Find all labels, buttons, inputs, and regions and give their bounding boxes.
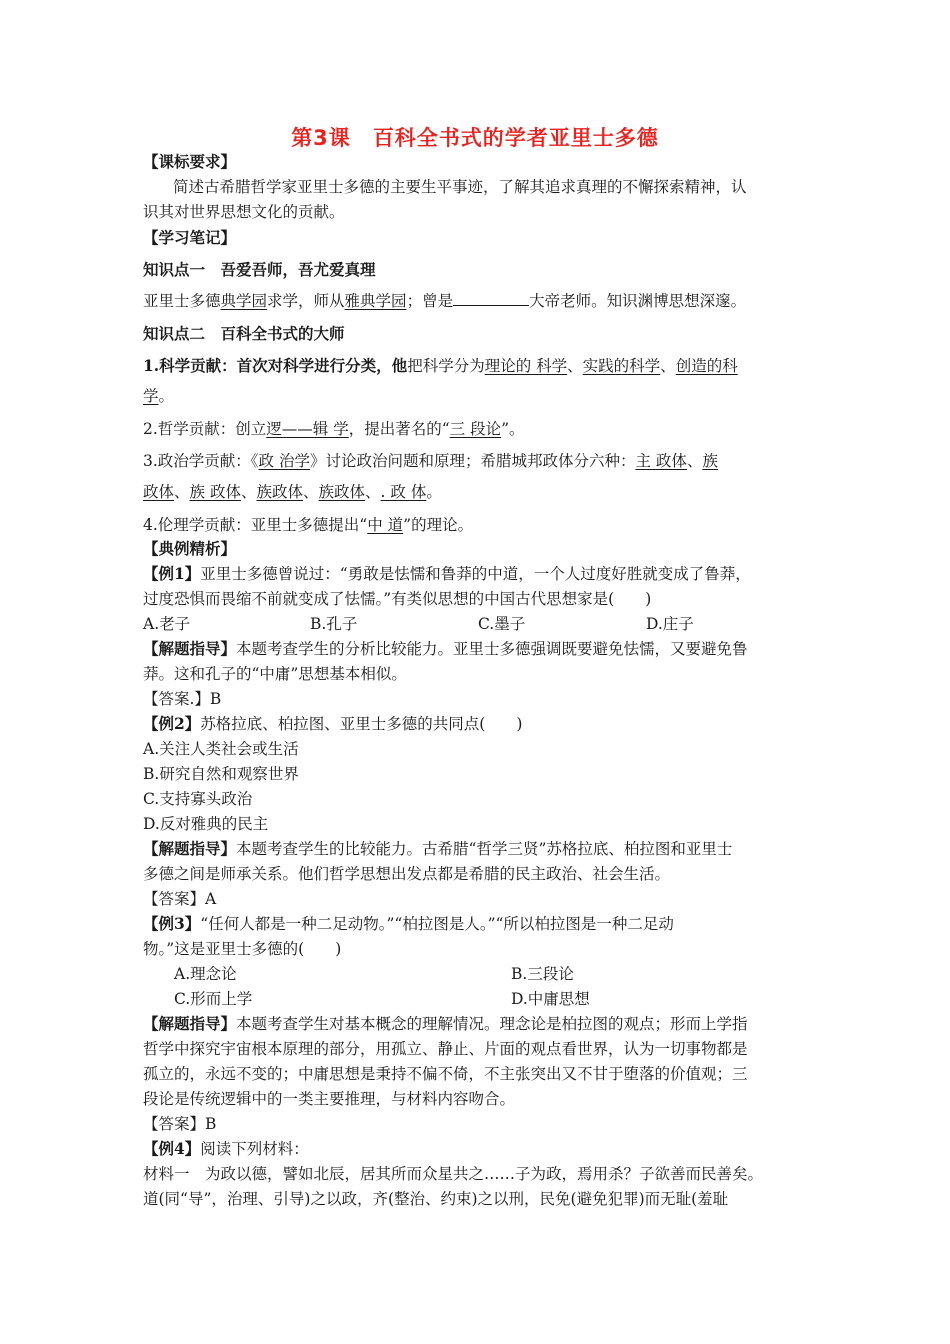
ex3-guide-2: 哲学中探究宇宙根本原理的部分，用孤立、静止、片面的观点看世界，认为一切事物都是 [143, 1040, 748, 1058]
page-title [0, 122, 950, 152]
ex1-option-c[interactable]: C.墨子 [478, 615, 526, 633]
kp1-blank-1: 典学园 [220, 292, 268, 310]
ex1-question-1: 【例1】亚里士多德曾说过：“勇敢是怯懦和鲁莽的中道，一个人过度好胜就变成了鲁莽， [143, 564, 751, 583]
kp2-item-1: 1.科学贡献：首次对科学进行分类，他把科学分为理论的 科学、实践的科学、创造的科 [143, 356, 738, 375]
ex1-option-d[interactable]: D.庄子 [646, 615, 694, 633]
ex3-guide-4: 段论是传统逻辑中的一类主要推理，与材料内容吻合。 [143, 1090, 516, 1108]
lesson-number: 第3课 [291, 126, 351, 150]
kebiao-text-2: 识其对世界思想文化的贡献。 [143, 203, 345, 221]
ex2-option-c[interactable]: C.支持寡头政治 [143, 790, 253, 808]
notes-header: 【学习笔记】 [143, 228, 237, 247]
ex1-answer: 【答案.】B [143, 690, 222, 708]
kp1-blank-2: 雅典学园 [344, 292, 407, 310]
ex3-answer: 【答案】B [143, 1115, 217, 1133]
kp2-item-1-cont: 学。 [143, 387, 175, 405]
ex2-question: 【例2】苏格拉底、柏拉图、亚里士多德的共同点( ) [143, 714, 523, 733]
kp2-item-3-cont: 政体、族 政体、族政体、族政体、. 政 体。 [143, 483, 442, 501]
kp2-item-2: 2.哲学贡献：创立逻——辑 学，提出著名的“三 段论”。 [143, 420, 525, 438]
ex3-option-a[interactable]: A.理念论 [174, 965, 237, 983]
ex1-guide-1: 【解题指导】本题考查学生的分析比较能力。亚里士多德强调既要避免怯懦，又要避免鲁 [143, 639, 748, 658]
ex3-question-2: 物。”这是亚里士多德的( ) [143, 940, 342, 958]
kp1-text: 亚里士多德典学园求学，师从雅典学园；曾是 大帝老师。知识渊博思想深邃。 [143, 292, 747, 310]
ex3-option-c[interactable]: C.形而上学 [174, 990, 253, 1008]
ex3-option-b[interactable]: B.三段论 [511, 965, 574, 983]
ex3-guide-1: 【解题指导】本题考查学生对基本概念的理解情况。理念论是柏拉图的观点；形而上学指 [143, 1014, 748, 1033]
kp2-title: 知识点二 百科全书式的大师 [143, 324, 345, 343]
ex2-option-d[interactable]: D.反对雅典的民主 [143, 815, 269, 833]
kp2-item-3: 3.政治学贡献：《政 治学》讨论政治问题和原理；希腊城邦政体分六种：主 政体、族 [143, 452, 718, 470]
ex4-material-1: 材料一 为政以德，譬如北辰，居其所而众星共之……子为政，焉用杀？子欲善而民善矣。 [143, 1165, 764, 1183]
ex3-question-1: 【例3】“任何人都是一种二足动物。”“柏拉图是人。”“所以柏拉图是一种二足动 [143, 914, 674, 933]
ex1-question-2: 过度恐惧而畏缩不前就变成了怯懦。”有类似思想的中国古代思想家是( ) [143, 590, 652, 608]
ex4-material-2: 道(同“导”，治理、引导)之以政，齐(整治、约束)之以刑，民免(避免犯罪)而无耻(羞耻 [143, 1190, 729, 1208]
ex3-guide-3: 孤立的，永远不变的；中庸思想是秉持不偏不倚，不主张突出又不甘于堕落的价值观；三 [143, 1065, 748, 1083]
ex1-guide-2: 莽。这和孔子的“中庸”思想基本相似。 [143, 665, 407, 683]
ex1-option-b[interactable]: B.孔子 [310, 615, 358, 633]
ex2-guide-1: 【解题指导】本题考查学生的比较能力。古希腊“哲学三贤”苏格拉底、柏拉图和亚里士 [143, 839, 733, 858]
ex2-guide-2: 多德之间是师承关系。他们哲学思想出发点都是希腊的民主政治、社会生活。 [143, 865, 671, 883]
ex2-answer: 【答案】A [143, 890, 217, 908]
kp2-item-4: 4.伦理学贡献：亚里士多德提出“中 道”的理论。 [143, 516, 474, 534]
kebiao-header: 【课标要求】 [143, 152, 237, 171]
ex2-option-a[interactable]: A.关注人类社会或生活 [143, 740, 299, 758]
ex1-option-a[interactable]: A.老子 [143, 615, 191, 633]
ex3-option-d[interactable]: D.中庸思想 [511, 990, 590, 1008]
ex4-question: 【例4】阅读下列材料： [143, 1139, 309, 1158]
ex2-option-b[interactable]: B.研究自然和观察世界 [143, 765, 299, 783]
examples-header: 【典例精析】 [143, 539, 237, 558]
kp1-blank-3 [453, 291, 529, 306]
kebiao-text-1: 简述古希腊哲学家亚里士多德的主要生平事迹，了解其追求真理的不懈探索精神，认 [173, 178, 747, 196]
lesson-name: 百科全书式的学者亚里士多德 [372, 126, 659, 150]
kp1-title: 知识点一 吾爱吾师，吾尤爱真理 [143, 260, 376, 279]
